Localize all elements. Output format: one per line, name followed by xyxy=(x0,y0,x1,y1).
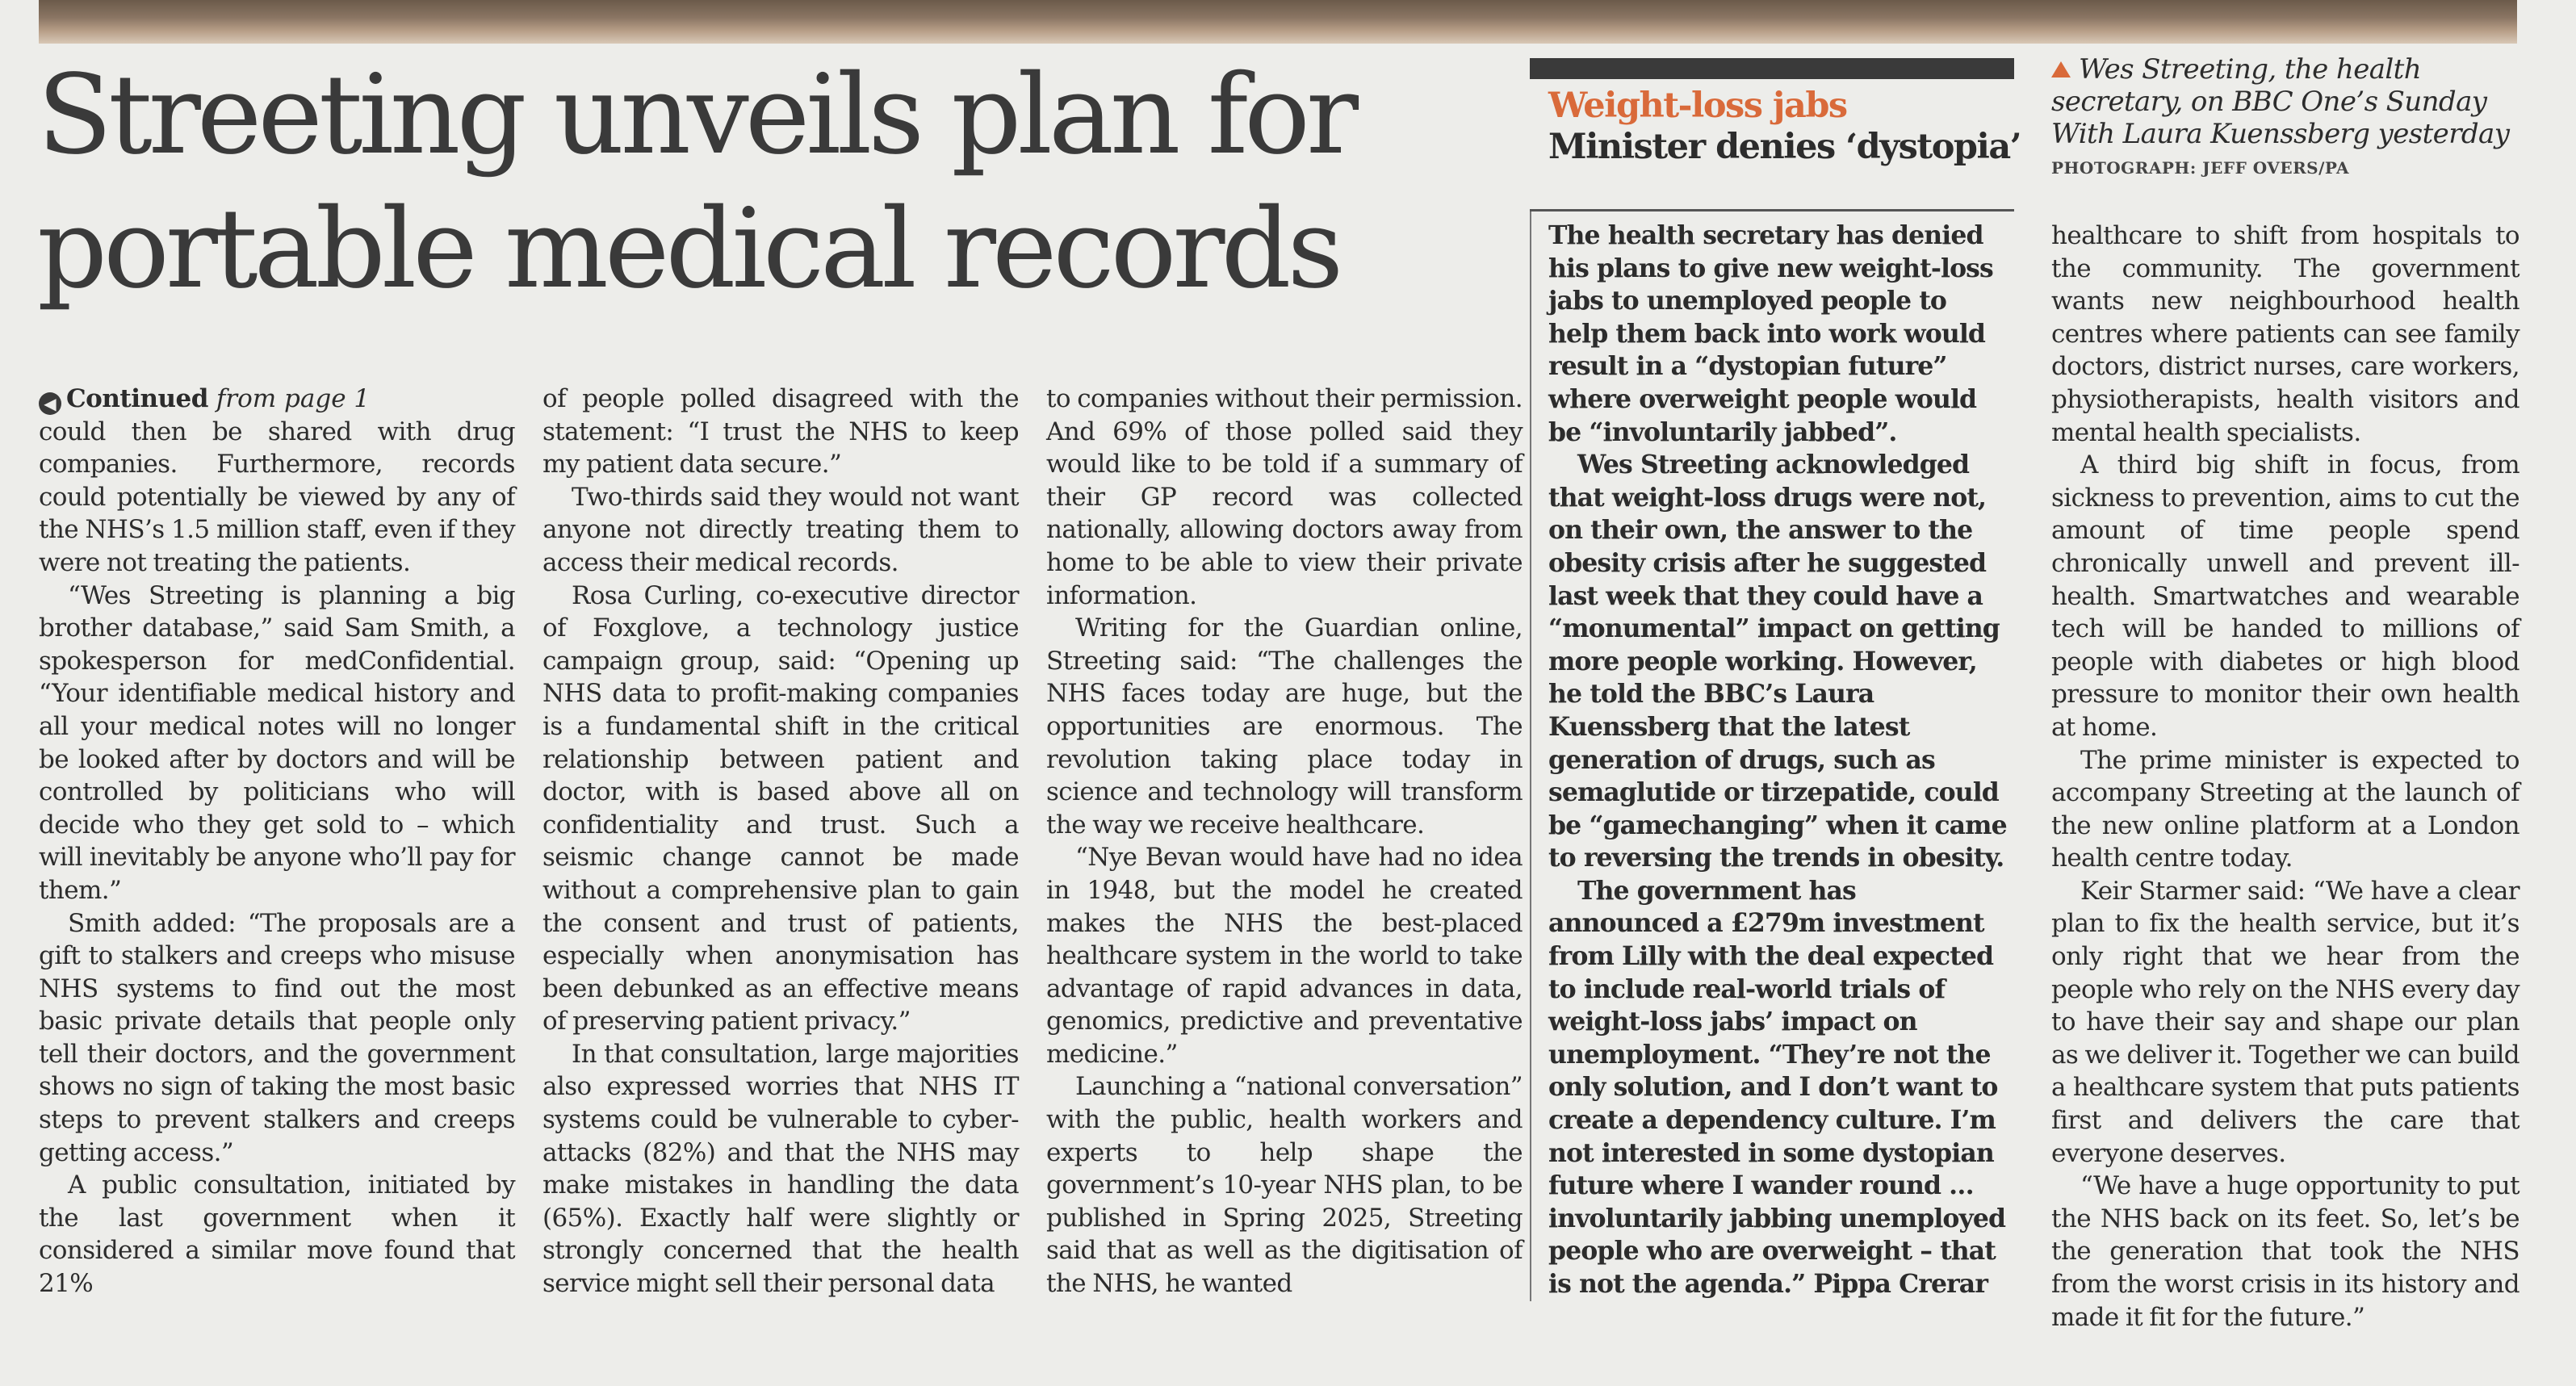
headline: Streeting unveils plan for portable medical records xyxy=(37,52,1355,313)
sidebar-title: Minister denies ‘dystopia’ xyxy=(1548,127,2021,167)
continued-from-page: from page 1 xyxy=(216,384,371,413)
sidebar-paragraph: The government has announced a £279m investment from Lilly with the deal expected to include real-world trials of weight-loss jabs’ impact on unemployment. “They’re not the only solution, and I don’t want to create a dependency culture. I’m not interested in some dystopian future where I wander round … involuntarily jabbing unemployed people who are overweight – that is not the agenda.” Pippa Crerar xyxy=(1548,875,2006,1299)
paragraph: Smith added: “The proposals are a gift to stalkers and creeps who misuse NHS systems to find out the most basic private details that people only tell their doctors, and the government shows no sign of taking the most basic steps to prevent stalkers and creeps getting access.” xyxy=(39,908,515,1167)
caption-text: Wes Streeting, the health secretary, on BBC One’s Sunday With Laura Kuenssberg yesterday xyxy=(2051,53,2510,150)
article-column-4 xyxy=(2051,220,2519,1332)
article-column-3 xyxy=(1046,383,1523,1303)
article-column-1 xyxy=(39,383,515,1303)
paragraph: Rosa Curling, co-executive director of Foxglove, a technology justice campaign group, said: “Opening up NHS data to profit-making companies is a fundamental shift in the critical relationship between patient and doctor, with is based above all on confidentiality and trust. Such a seismic change cannot be made without a comprehensive plan to gain the consent and trust of patients, especially when anonymisation has been debunked as an effective means of preserving patient privacy.” xyxy=(542,580,1019,1036)
sidebar-top-bar xyxy=(1530,58,2014,79)
photo-credit: PHOTOGRAPH: JEFF OVERS/PA xyxy=(2051,158,2350,178)
sidebar-vertical-rule xyxy=(1530,211,1531,1301)
paragraph: to companies without their permission. And 69% of those polled said they would like to be told if a summary of their GP record was collected nationally, allowing doctors away from home to be able to view their private information. xyxy=(1046,384,1523,610)
paragraph: Two-thirds said they would not want anyone not directly treating them to access their medical records. xyxy=(542,482,1019,577)
paragraph: In that consultation, large majorities also expressed worries that NHS IT systems could be vulnerable to cyber-attacks (82%) and that the NHS may make mistakes in handling the data (65%). Exactly half were slightly or strongly concerned that the health service might sell their personal data xyxy=(542,1039,1019,1299)
paragraph: The prime minister is expected to accompany Streeting at the launch of the new online platform at a London health centre today. xyxy=(2051,745,2519,873)
sidebar-kicker: Weight-loss jabs xyxy=(1548,86,1847,126)
paragraph: A public consultation, initiated by the last government when it considered a similar move found that 21% xyxy=(39,1170,515,1299)
caption-triangle-icon xyxy=(2051,61,2071,77)
paragraph: “We have a huge opportunity to put the NHS back on its feet. So, let’s be the generation that took the NHS from the worst crisis in its history and made it fit for the future.” xyxy=(2051,1171,2519,1332)
article-column-2 xyxy=(542,383,1019,1303)
paragraph: “Wes Streeting is planning a big brother database,” said Sam Smith, a spokesperson for medConfidential. “Your identifiable medical history and all your medical notes will no longer be looked after by doctors and will be controlled by politicians who will decide who they get sold to – which will inevitably be anyone who’ll pay for them.” xyxy=(39,580,515,905)
paragraph: Writing for the Guardian online, Streeting said: “The challenges the NHS faces today are huge, but the opportunities are enormous. The revolution taking place today in science and technology will transform the way we receive healthcare. xyxy=(1046,613,1523,840)
continued-label: Continued xyxy=(66,384,208,413)
arrow-left-icon: ◀ xyxy=(39,392,61,415)
sidebar-paragraph: The health secretary has denied his plans to give new weight-loss jabs to unemployed people to help them back into work would result in a “dystopian future” where overweight people would be “involuntarily jabbed”. xyxy=(1548,220,1993,447)
paragraph: of people polled disagreed with the statement: “I trust the NHS to keep my patient data secure.” xyxy=(542,384,1019,479)
paragraph: Keir Starmer said: “We have a clear plan to fix the health service, but it’s only right that we hear from the people who rely on the NHS every day to have their say and shape our plan as we deliver it. Together we can build a healthcare system that puts patients first and delivers the care that everyone deserves. xyxy=(2051,876,2519,1168)
paragraph: healthcare to shift from hospitals to the community. The government wants new neighbourhood health centres where patients can see family doctors, district nurses, care workers, physiotherapists, health visitors and mental health specialists. xyxy=(2051,221,2519,447)
paragraph: Launching a “national conversation” with the public, health workers and experts to help shape the government’s 10-year NHS plan, to be published in Spring 2025, Streeting said that as well as the digitisation of the NHS, he wanted xyxy=(1046,1072,1523,1299)
sidebar-paragraph: Wes Streeting acknowledged that weight-loss drugs were not, on their own, the answer to the obesity crisis after he suggested last week that they could have a “monumental” impact on getting more people working. However, he told the BBC’s Laura Kuenssberg that the latest generation of drugs, such as semaglutide or tirzepatide, could be “gamechanging” when it came to reversing the trends in obesity. xyxy=(1548,450,2007,873)
top-photo-strip xyxy=(39,0,2517,44)
sidebar-divider xyxy=(1530,209,2014,211)
paragraph: could then be shared with drug companies. Furthermore, records could potentially be viewed by any of the NHS’s 1.5 million staff, even if they were not treating the patients. xyxy=(39,417,515,577)
paragraph: “Nye Bevan would have had no idea in 1948, but the model he created makes the NHS the best-placed healthcare system in the world to take advantage of rapid advances in data, genomics, predictive and preventative medicine.” xyxy=(1046,843,1523,1069)
paragraph: A third big shift in focus, from sickness to prevention, aims to cut the amount of time people spend chronically unwell and prevent ill-health. Smartwatches and wearable tech will be handed to millions of people with diabetes or high blood pressure to monitor their own health at home. xyxy=(2051,450,2519,742)
sidebar-body xyxy=(1548,220,2010,1301)
photo-caption xyxy=(2051,53,2511,150)
